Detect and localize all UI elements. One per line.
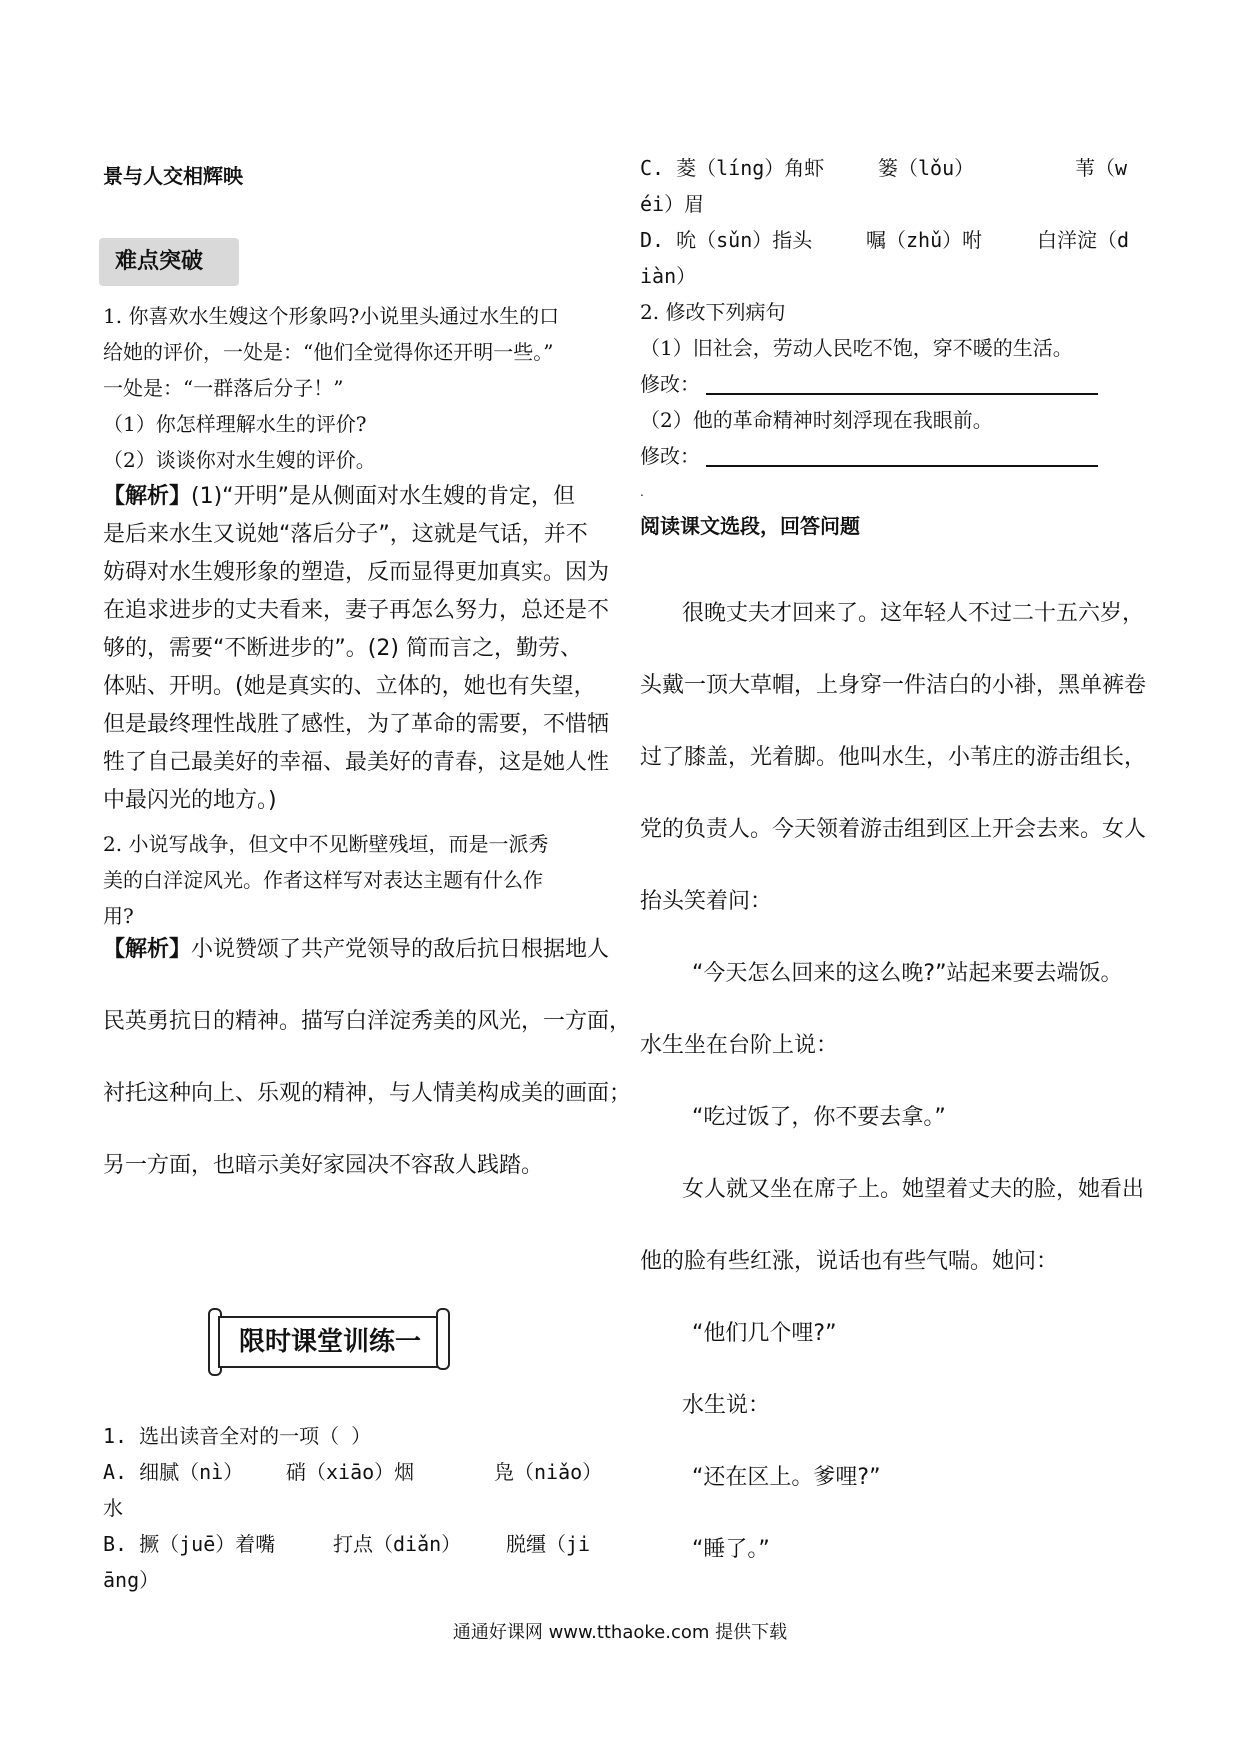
answer-1-line: 妨碍对水生嫂形象的塑造，反而显得更加真实。因为: [103, 560, 610, 585]
question-2-line: 用?: [103, 904, 134, 928]
exercise-2-sentence-1: （1）旧社会，劳动人民吃不饱，穿不暖的生活。: [640, 336, 1073, 360]
exercise-2-question: 2. 修改下列病句: [640, 300, 786, 324]
exercise-1-option-c: 篓（lǒu）: [878, 156, 975, 180]
question-1-line: 1. 你喜欢水生嫂这个形象吗?小说里头通过水生的口: [103, 304, 560, 328]
exercise-1-option-a: 水: [103, 1496, 123, 1520]
stray-dot: .: [640, 485, 644, 499]
exercise-1-option-b: 打点（diǎn）: [333, 1532, 462, 1556]
passage-line: “今天怎么回来的这么晚?”站起来要去端饭。: [692, 961, 1123, 986]
analysis-tag: 【解析】: [103, 484, 192, 509]
question-2-line: 2. 小说写战争，但文中不见断壁残垣，而是一派秀: [103, 832, 549, 856]
passage-line: “吃过饭了，你不要去拿。”: [692, 1105, 946, 1130]
passage-line: 过了膝盖，光着脚。他叫水生，小苇庄的游击组长，: [640, 745, 1147, 770]
passage-line: 很晚丈夫才回来了。这年轻人不过二十五六岁，: [682, 601, 1145, 626]
practice-banner: [208, 1308, 456, 1372]
exercise-1-option-d: 白洋淀（d: [1037, 228, 1130, 252]
question-1-sub: （2）谈谈你对水生嫂的评价。: [103, 448, 376, 472]
passage-line: 水生说：: [682, 1393, 771, 1418]
answer-2-line-1: [103, 930, 609, 970]
answer-1-line: 够的，需要“不断进步的”。(2) 简而言之，勤劳、: [103, 636, 582, 661]
analysis-tag: 【解析】: [103, 937, 192, 962]
answer-line-1[interactable]: [706, 393, 1098, 395]
answer-1-line: 体贴、开明。(她是真实的、立体的，她也有失望，: [103, 674, 596, 699]
passage-line: 水生坐在台阶上说：: [640, 1033, 839, 1058]
exercise-1-option-b: āng）: [103, 1568, 160, 1592]
passage-line: “他们几个哩?”: [692, 1321, 837, 1346]
passage-line: 党的负责人。今天领着游击组到区上开会去来。女人: [640, 817, 1147, 842]
answer-2-line: 另一方面，也暗示美好家园决不容敌人践踏。: [103, 1153, 544, 1178]
exercise-1-option-c: C. 菱（líng）角虾: [640, 156, 825, 180]
answer-1-line: 牲了自己最美好的幸福、最美好的青春，这是她人性: [103, 750, 610, 775]
exercise-1-question: 1. 选出读音全对的一项（ ）: [103, 1424, 372, 1448]
scroll-roll-right: [436, 1308, 450, 1370]
page-footer: 通通好课网 www.tthaoke.com 提供下载: [452, 1622, 788, 1643]
passage-line: 女人就又坐在席子上。她望着丈夫的脸，她看出: [682, 1177, 1145, 1202]
question-1-line: 一处是：“一群落后分子！”: [103, 376, 344, 400]
practice-banner-title: 限时课堂训练一: [218, 1316, 442, 1368]
fix-label-1: 修改：: [640, 372, 700, 396]
answer-1-line: 中最闪光的地方。): [103, 788, 277, 813]
answer-1-line: 但是最终理性战胜了感性，为了革命的需要，不惜牺: [103, 712, 610, 737]
reading-title: 阅读课文选段，回答问题: [640, 514, 860, 538]
exercise-1-option-a: 凫（niǎo）: [494, 1460, 603, 1484]
exercise-1-option-d: 嘱（zhǔ）咐: [866, 228, 983, 252]
answer-1-text: (1)“开明”是从侧面对水生嫂的肯定，但: [191, 484, 575, 509]
exercise-1-option-b: 脱缰（ji: [506, 1532, 591, 1556]
exercise-1-option-b: B. 撅（juē）着嘴: [103, 1532, 276, 1556]
section-title-difficulty: 难点突破: [99, 238, 239, 286]
passage-line: 他的脸有些红涨，说话也有些气喘。她问：: [640, 1249, 1059, 1274]
passage-line: “睡了。”: [692, 1537, 770, 1562]
exercise-1-option-c: éi）眉: [640, 192, 705, 216]
answer-2-line: 民英勇抗日的精神。描写白洋淀秀美的风光，一方面，: [103, 1009, 632, 1034]
answer-1-line-1: [103, 478, 575, 516]
answer-1-line: 在追求进步的丈夫看来，妻子再怎么努力，总还是不: [103, 598, 610, 623]
passage-line: 头戴一顶大草帽，上身穿一件洁白的小褂，黑单裤卷: [640, 673, 1147, 698]
exercise-1-option-a: A. 细腻（nì）: [103, 1460, 244, 1484]
exercise-1-option-a: 硝（xiāo）烟: [286, 1460, 415, 1484]
exercise-1-option-d: iàn）: [640, 264, 697, 288]
fix-label-2: 修改：: [640, 444, 700, 468]
passage-line: “还在区上。爹哩?”: [692, 1465, 881, 1490]
answer-2-text: 小说赞颂了共产党领导的敌后抗日根据地人: [191, 937, 610, 962]
question-1-line: 给她的评价，一处是：“他们全觉得你还开明一些。”: [103, 340, 554, 364]
question-2-line: 美的白洋淀风光。作者这样写对表达主题有什么作: [103, 868, 543, 892]
answer-1-line: 是后来水生又说她“落后分子”，这就是气话，并不: [103, 522, 588, 547]
exercise-1-option-c: 苇（w: [1075, 156, 1128, 180]
answer-line-2[interactable]: [706, 465, 1098, 467]
page-heading: 景与人交相辉映: [103, 164, 243, 188]
answer-2-line: 衬托这种向上、乐观的精神，与人情美构成美的画面；: [103, 1081, 632, 1106]
question-1-sub: （1）你怎样理解水生的评价?: [103, 412, 367, 436]
passage-line: 抬头笑着问：: [640, 889, 773, 914]
exercise-1-option-d: D. 吮（sǔn）指头: [640, 228, 813, 252]
exercise-2-sentence-2: （2）他的革命精神时刻浮现在我眼前。: [640, 408, 993, 432]
